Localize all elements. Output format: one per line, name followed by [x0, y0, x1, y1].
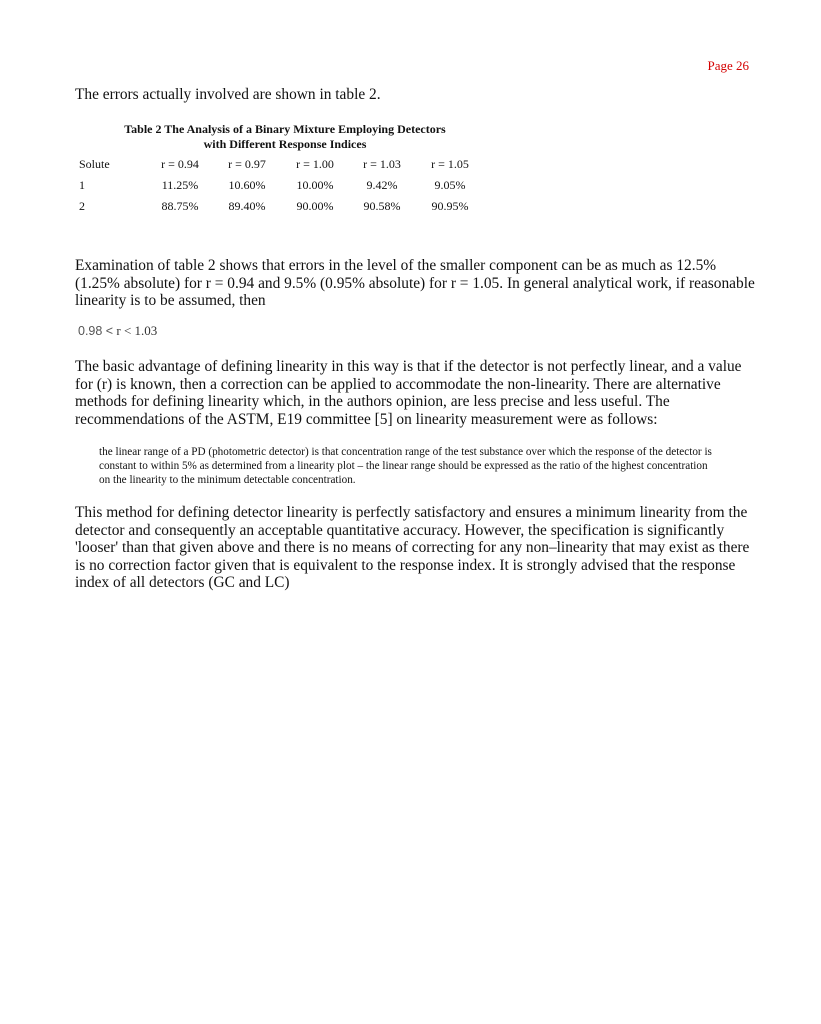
table-cell: 90.95% [431, 199, 469, 213]
results-table [75, 157, 485, 220]
table-header-row [75, 157, 485, 178]
header-cell: Solute [79, 157, 110, 171]
table-cell: 10.00% [296, 178, 334, 192]
header-cell: r = 0.97 [228, 157, 266, 171]
table-cell: 9.05% [434, 178, 466, 192]
table-cell: 89.40% [228, 199, 266, 213]
table-cell: 9.42% [366, 178, 398, 192]
table-caption-line-2: with Different Response Indices [203, 137, 367, 151]
header-cell: r = 1.05 [431, 157, 469, 171]
header-cell: r = 0.94 [161, 157, 199, 171]
table-caption [75, 122, 495, 152]
header-cell: r = 1.03 [363, 157, 401, 171]
formula-left: 0.98 < [78, 324, 114, 338]
table-cell: 1 [79, 178, 85, 192]
table-caption-line-1: Table 2 The Analysis of a Binary Mixture Employing Detectors [124, 122, 446, 136]
table-row [75, 199, 485, 220]
table-cell: 10.60% [228, 178, 266, 192]
table-cell: 2 [79, 199, 85, 213]
header-cell: r = 1.00 [296, 157, 334, 171]
formula-right: r < 1.03 [116, 323, 158, 338]
table-cell: 90.00% [296, 199, 334, 213]
table-cell: 90.58% [363, 199, 401, 213]
table-cell: 88.75% [161, 199, 199, 213]
intro-paragraph: The errors actually involved are shown in table 2. [75, 86, 381, 103]
basic-advantage-paragraph: The basic advantage of defining linearity in this way is that if the detector is not perfectly linear, and a value for (r) is known, then a correction can be applied to accommodate the non-linearity. There are alternative methods for defining linearity which, in the authors opinion, are less precise and less useful. The recommendations of the ASTM, E19 committee [5] on linearity measurement were as follows: [75, 358, 742, 428]
table-cell: 11.25% [161, 178, 199, 192]
method-paragraph: This method for defining detector linearity is perfectly satisfactory and ensures a minimum linearity from the detector and consequently an acceptable quantitative accuracy. However, the specification is significantly 'looser' than that given above and there is no means of correcting for any non–linearity that may exist as there is no correction factor given that is equivalent to the response index. It is strongly advised that the response index of all detectors (GC and LC) [75, 504, 750, 592]
linearity-formula [78, 323, 157, 339]
table-row [75, 178, 485, 199]
page-number: Page 26 [707, 58, 749, 73]
astm-quote: the linear range of a PD (photometric detector) is that concentration range of the test substance over which the response of the detector is constant to within 5% as determined from a linearity plot – the linear range should be expressed as the ratio of the highest concentration on the linearity to the minimum detectable concentration. [99, 446, 712, 486]
examination-paragraph: Examination of table 2 shows that errors in the level of the smaller component can be as much as 12.5% (1.25% absolute) for r = 0.94 and 9.5% (0.95% absolute) for r = 1.05. In general analytical work, if reasonable linearity is to be assumed, then [75, 257, 755, 310]
